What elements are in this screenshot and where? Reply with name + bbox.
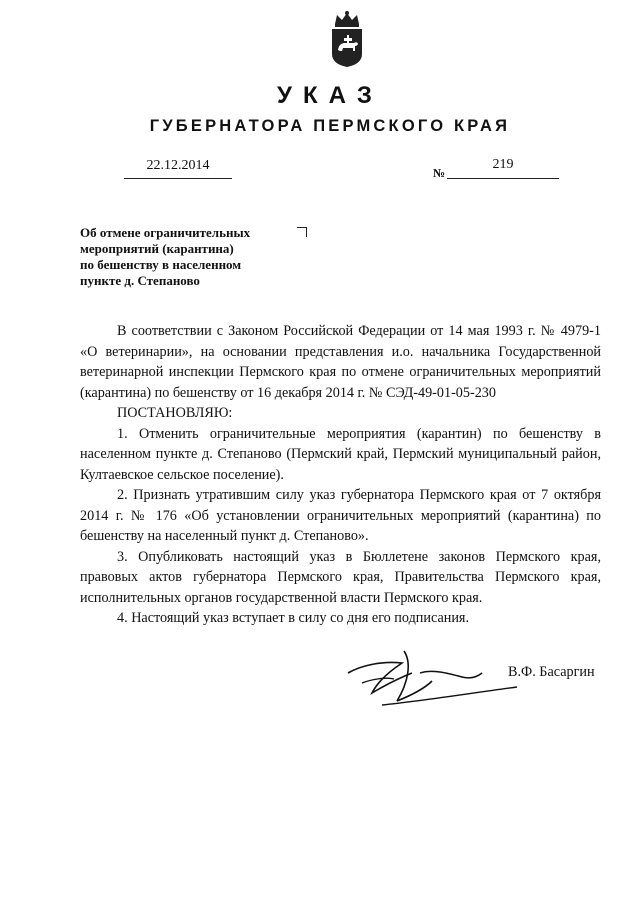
subject-corner-mark (297, 227, 307, 237)
subject-line: пункте д. Степаново (80, 273, 200, 288)
resolve-heading: ПОСТАНОВЛЯЮ: (117, 405, 233, 421)
number-sign: № (433, 166, 446, 180)
document-title: УКАЗ (277, 82, 383, 109)
signer-name: В.Ф. Басаргин (508, 664, 595, 680)
preamble-paragraph: В соответствии с Законом Российской Федерации от 14 мая 1993 г. № 4979-1 «О ветеринарии», на основании представления и.о. начальника Государственной ветеринарной инспекции Пермского края по отмене ограничительных мероприятий (карантина) по бешенству от 16 декабря 2014 г. № СЭД-49-01-05-230 (80, 323, 601, 401)
subject-line: Об отмене ограничительных (80, 225, 251, 240)
document-issuer: ГУБЕРНАТОРА ПЕРМСКОГО КРАЯ (149, 117, 511, 135)
body-item-1: 1. Отменить ограничительные мероприятия (карантин) по бешенству в населенном пункте д. Степаново (Пермский край, Пермский муниципальный район, Култаевское сельское поселение). (80, 425, 601, 483)
body-item-2: 2. Признать утратившим силу указ губернатора Пермского края от 7 октября 2014 г. № 176 «Об установлении ограничительных мероприятий (карантина) по бешенству на населенный пункт д. Степаново». (80, 487, 601, 544)
date-underline (124, 178, 232, 179)
document-body (80, 321, 601, 629)
subject-line: по бешенству в населенном (80, 257, 242, 272)
subject-line: мероприятий (карантина) (80, 241, 234, 256)
document-date: 22.12.2014 (146, 158, 210, 173)
handwritten-signature-icon (342, 643, 532, 715)
document-number: 219 (492, 157, 514, 172)
number-underline (447, 178, 559, 179)
perm-krai-coat-of-arms-icon (327, 10, 367, 68)
body-item-3: 3. Опубликовать настоящий указ в Бюллетене законов Пермского края, правовых актов губернатора Пермского края, Правительства Пермского края, исполнительных органов государственной власти Пермского края. (80, 548, 601, 606)
document-subject (80, 225, 280, 289)
body-item-4: 4. Настоящий указ вступает в силу со дня его подписания. (117, 610, 470, 626)
